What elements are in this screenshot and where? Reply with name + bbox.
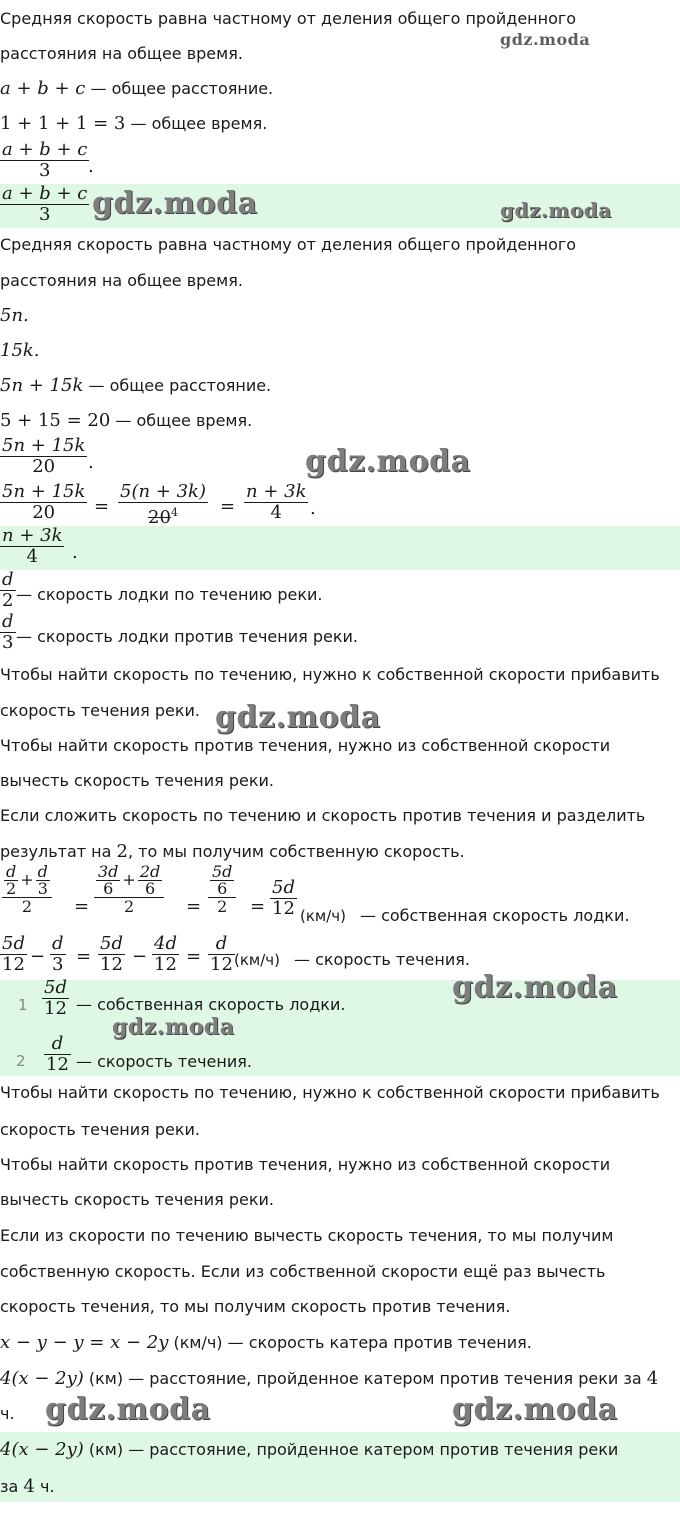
- s4-paragraph-2: скорость течения реки.: [0, 1120, 201, 1139]
- answer-index-2: 2: [16, 1052, 26, 1070]
- watermark-medium-1: gdz.moda: [500, 198, 612, 222]
- s1-paragraph-2: расстояния на общее время.: [0, 44, 243, 63]
- s4-upstream-speed: x − y − y = x − 2y (км/ч) — скорость катера против течения.: [0, 1332, 532, 1353]
- s3-paragraph-4: вычесть скорость течения реки.: [0, 771, 274, 790]
- s2-fraction-1: 5n + 15k 20: [2, 435, 86, 477]
- s2-fraction-4-dot: .: [310, 498, 316, 519]
- watermark-large-1: gdz.moda: [92, 186, 258, 221]
- watermark-large-6: gdz.moda: [452, 1392, 618, 1427]
- s2-value-1: 5n.: [0, 305, 29, 326]
- watermark-large-3: gdz.moda: [215, 700, 381, 735]
- s2-equals-1: =: [94, 496, 110, 517]
- s2-fraction-3: 5(n + 3k) $20^4$: [120, 481, 206, 528]
- s1-fraction: a + b + c 3: [2, 139, 88, 181]
- s4-paragraph-3: Чтобы найти скорость против течения, нужно из собственной скорости: [0, 1155, 611, 1174]
- watermark-medium-2: gdz.moda: [112, 1014, 235, 1040]
- watermark-large-4: gdz.moda: [452, 970, 618, 1005]
- s2-value-2: 15k.: [0, 340, 40, 361]
- s3-downstream-fraction: d 2: [2, 569, 14, 611]
- s3-paragraph-5: Если сложить скорость по течению и скорость против течения и разделить: [0, 806, 646, 825]
- s3-paragraph-3: Чтобы найти скорость против течения, нужно из собственной скорости: [0, 736, 611, 755]
- s4-distance-line: 4(x − 2y) (км) — расстояние, пройденное катером против течения реки за 4: [0, 1368, 659, 1389]
- s1-answer-fraction: a + b + c 3: [2, 183, 88, 225]
- s2-answer-dot: .: [72, 542, 78, 563]
- answer-1-text: — собственная скорость лодки.: [76, 995, 346, 1014]
- answer-2-fraction: d 12: [46, 1033, 69, 1075]
- s2-total-time: 5 + 15 = 20 — общее время.: [0, 410, 253, 431]
- s1-fraction-dot: .: [88, 156, 94, 177]
- s3-upstream-text: — скорость лодки против течения реки.: [16, 627, 358, 646]
- watermark-large-2: gdz.moda: [305, 444, 471, 479]
- s3-downstream-text: — скорость лодки по течению реки.: [16, 585, 323, 604]
- s2-answer-fraction: n + 3k 4: [2, 525, 63, 567]
- s2-fraction-4: n + 3k 4: [246, 481, 307, 523]
- watermark-large-5: gdz.moda: [45, 1392, 211, 1427]
- answer-2-text: — скорость течения.: [76, 1052, 252, 1071]
- s2-equals-2: =: [220, 496, 236, 517]
- answer-1-fraction: 5d 12: [44, 977, 67, 1019]
- s2-fraction-2: 5n + 15k 20: [2, 481, 86, 523]
- s3-upstream-fraction: d 3: [2, 611, 14, 653]
- s4-paragraph-5: Если из скорости по течению вычесть скорость течения, то мы получим: [0, 1226, 614, 1245]
- s4-answer-line-2: за 4 ч.: [0, 1476, 55, 1497]
- s4-paragraph-4: вычесть скорость течения реки.: [0, 1190, 274, 1209]
- s1-total-distance: a + b + c — общее расстояние.: [0, 78, 274, 99]
- s1-total-time: 1 + 1 + 1 = 3 — общее время.: [0, 113, 268, 134]
- s3-paragraph-2: скорость течения реки.: [0, 701, 201, 720]
- s2-paragraph-2: расстояния на общее время.: [0, 271, 243, 290]
- answer-index-1: 1: [18, 996, 28, 1014]
- s4-answer-line-1: 4(x − 2y) (км) — расстояние, пройденное катером против течения реки: [0, 1439, 619, 1460]
- s1-paragraph-1: Средняя скорость равна частному от деления общего пройденного: [0, 9, 577, 28]
- s3-paragraph-6: результат на 2, то мы получим собственную скорость.: [0, 841, 465, 862]
- s4-distance-line-end: ч.: [0, 1404, 15, 1423]
- s4-paragraph-7: скорость течения, то мы получим скорость против течения.: [0, 1297, 511, 1316]
- s3-own-speed-equation: $\frac{d}{2}$ + $\frac{d}{3}$ 2 = $\frac{3d}{6}$ + $\frac{2d}{6}$ 2 = $\frac{5d}{6}$ 2 = 5d 12 (км/ч) — собственная скорость лодки.: [0, 862, 680, 942]
- s4-paragraph-1: Чтобы найти скорость по течению, нужно к собственной скорости прибавить: [0, 1083, 660, 1102]
- s2-total-distance: 5n + 15k — общее расстояние.: [0, 375, 272, 396]
- s3-current-speed-equation: 5d 12 − d 3 = 5d 12 − 4d 12 = d 12 (км/ч) — скорость течения.: [2, 933, 470, 975]
- answer-band-2: [0, 526, 680, 570]
- watermark-small-top: gdz.moda: [500, 30, 591, 49]
- s2-fraction-1-dot: .: [88, 452, 94, 473]
- s4-paragraph-6: собственную скорость. Если из собственной скорости ещё раз вычесть: [0, 1262, 606, 1281]
- s3-paragraph-1: Чтобы найти скорость по течению, нужно к собственной скорости прибавить: [0, 665, 660, 684]
- s2-paragraph-1: Средняя скорость равна частному от деления общего пройденного: [0, 235, 577, 254]
